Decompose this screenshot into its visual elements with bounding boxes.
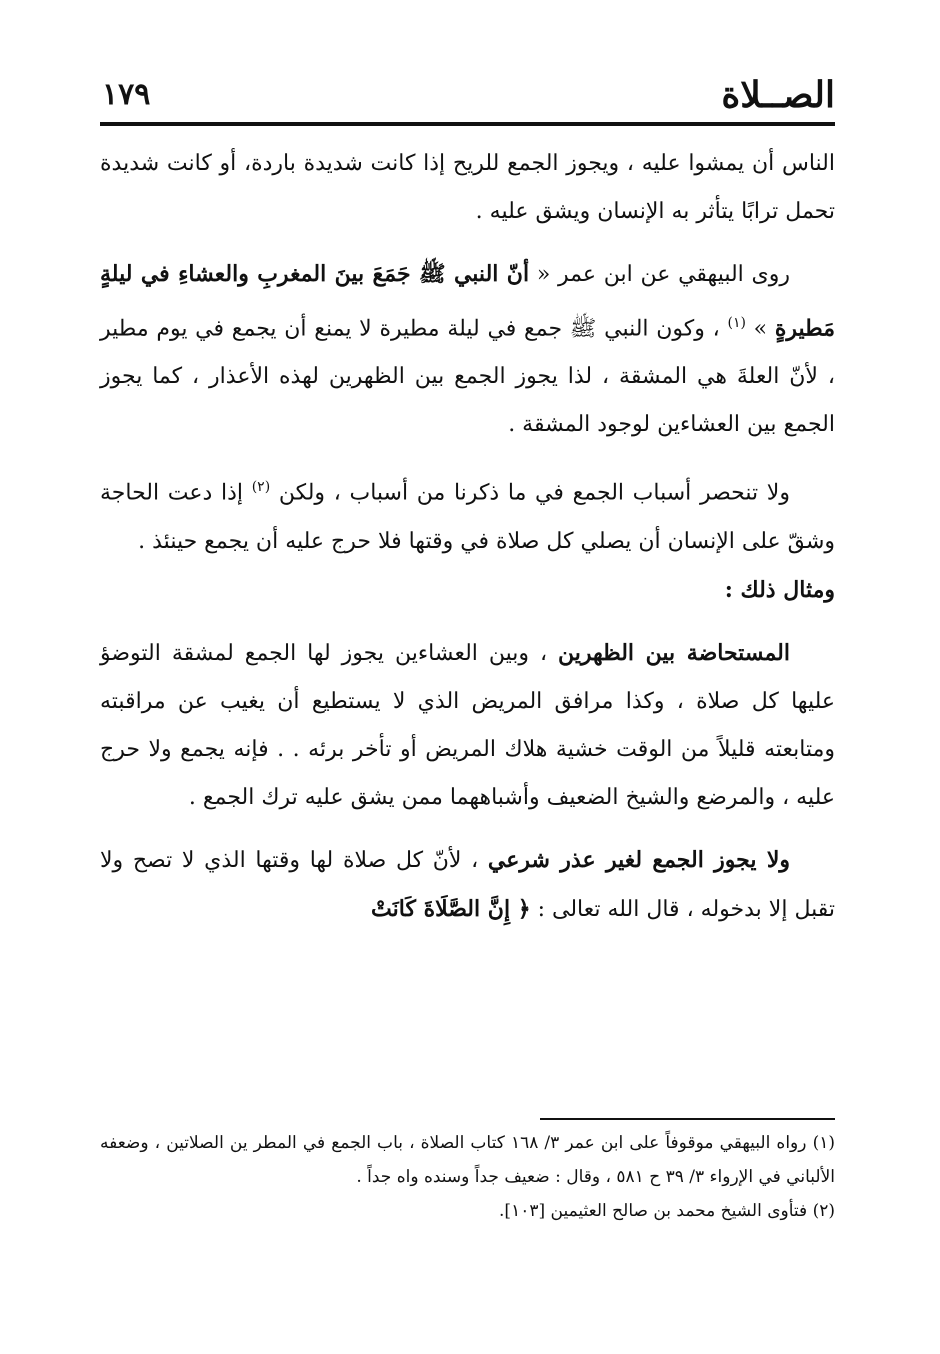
footnote-2: (٢) فتأوى الشيخ محمد بن صالح العثيمين [١٠٣]. xyxy=(499,1201,835,1221)
footnote-rule xyxy=(540,1118,835,1120)
running-header xyxy=(100,70,835,120)
paragraph-1-text: الناس أن يمشوا عليه ، ويجوز الجمع للريح إذا كانت شديدة باردة، أو كانت شديدة تحمل ترابًا يتأثر به الإنسان ويشق عليه . xyxy=(100,151,835,224)
chapter-title: الصــلاة xyxy=(721,74,835,116)
quran-verse: ﴿ إِنَّ الصَّلَاةَ كَانَتْ xyxy=(371,895,531,922)
paragraph-3-lead: ولا تنحصر أسباب الجمع في ما ذكرنا من أسباب ، ولكن xyxy=(270,480,790,506)
paragraph-6 xyxy=(100,836,835,934)
main-text xyxy=(100,140,835,934)
footnote-ref-2[interactable]: (٢) xyxy=(251,479,271,496)
paragraph-6-rest: ، لأنّ كل صلاة لها وقتها الذي لا تصح ولا تقبل إلا بدخوله ، قال الله تعالى : xyxy=(100,847,835,922)
footnote-1: (١) رواه البيهقي موقوفاً على ابن عمر ٣/ ١٦٨ كتاب الصلاة ، باب الجمع في المطر ين الصلاتين ، وضعفه الألباني في الإرواء ٣/ ٣٩ ح ٥٨١ ، وقال : ضعيف جداً وسنده واه جداً . xyxy=(100,1133,835,1187)
page-number: ١٧٩ xyxy=(102,77,151,112)
paragraph-3 xyxy=(100,463,835,565)
footnote-ref-1[interactable]: (١) xyxy=(727,315,746,331)
paragraph-4 xyxy=(100,566,835,615)
header-rule xyxy=(100,122,835,126)
paragraph-2-lead: روى البيهقي عن ابن عمر « xyxy=(529,262,790,287)
paragraph-3-rest: إذا دعت الحاجة وشقّ على الإنسان أن يصلي كل صلاة في وقتها فلا حرج عليه أن يجمع حينئذ . xyxy=(100,480,835,554)
quote-close: » xyxy=(745,316,775,342)
paragraph-6-bold: ولا يجوز الجمع لغير عذر شرعي xyxy=(487,846,790,873)
footnotes xyxy=(100,1126,835,1228)
example-heading: ومثال ذلك : xyxy=(724,576,835,603)
hadith-quote: أنّ النبي ﷺ جَمَعَ بينَ المغربِ والعشاءِ في ليلةٍ مَطيرةٍ xyxy=(100,261,836,342)
paragraph-2-rest: ، وكون النبي ﷺ جمع في ليلة مطيرة لا يمنع أن يجمع في يوم مطير ، لأنّ العلةَ هي المشقة ، لذا يجوز الجمع بين الظهرين لهذه الأعذار ، كما يجوز الجمع بين العشاءين لوجود المشقة . xyxy=(100,316,835,438)
paragraph-5-bold: المستحاضة بين الظهرين xyxy=(558,639,790,666)
paragraph-1 xyxy=(100,140,835,236)
paragraph-2 xyxy=(100,250,835,449)
paragraph-5-rest: ، وبين العشاءين يجوز لها الجمع لمشقة التوضؤ عليها كل صلاة ، وكذا مرافق المريض الذي لا يستطيع أن يغيب عن مراقبته ومتابعته قليلاً من الوقت خشية هلاك المريض أو تأخر برئه . . فإنه يجمع ولا حرج عليه ، والمرضع والشيخ الضعيف وأشباههما ممن يشق عليه ترك الجمع . xyxy=(100,640,835,810)
paragraph-5 xyxy=(100,629,835,822)
